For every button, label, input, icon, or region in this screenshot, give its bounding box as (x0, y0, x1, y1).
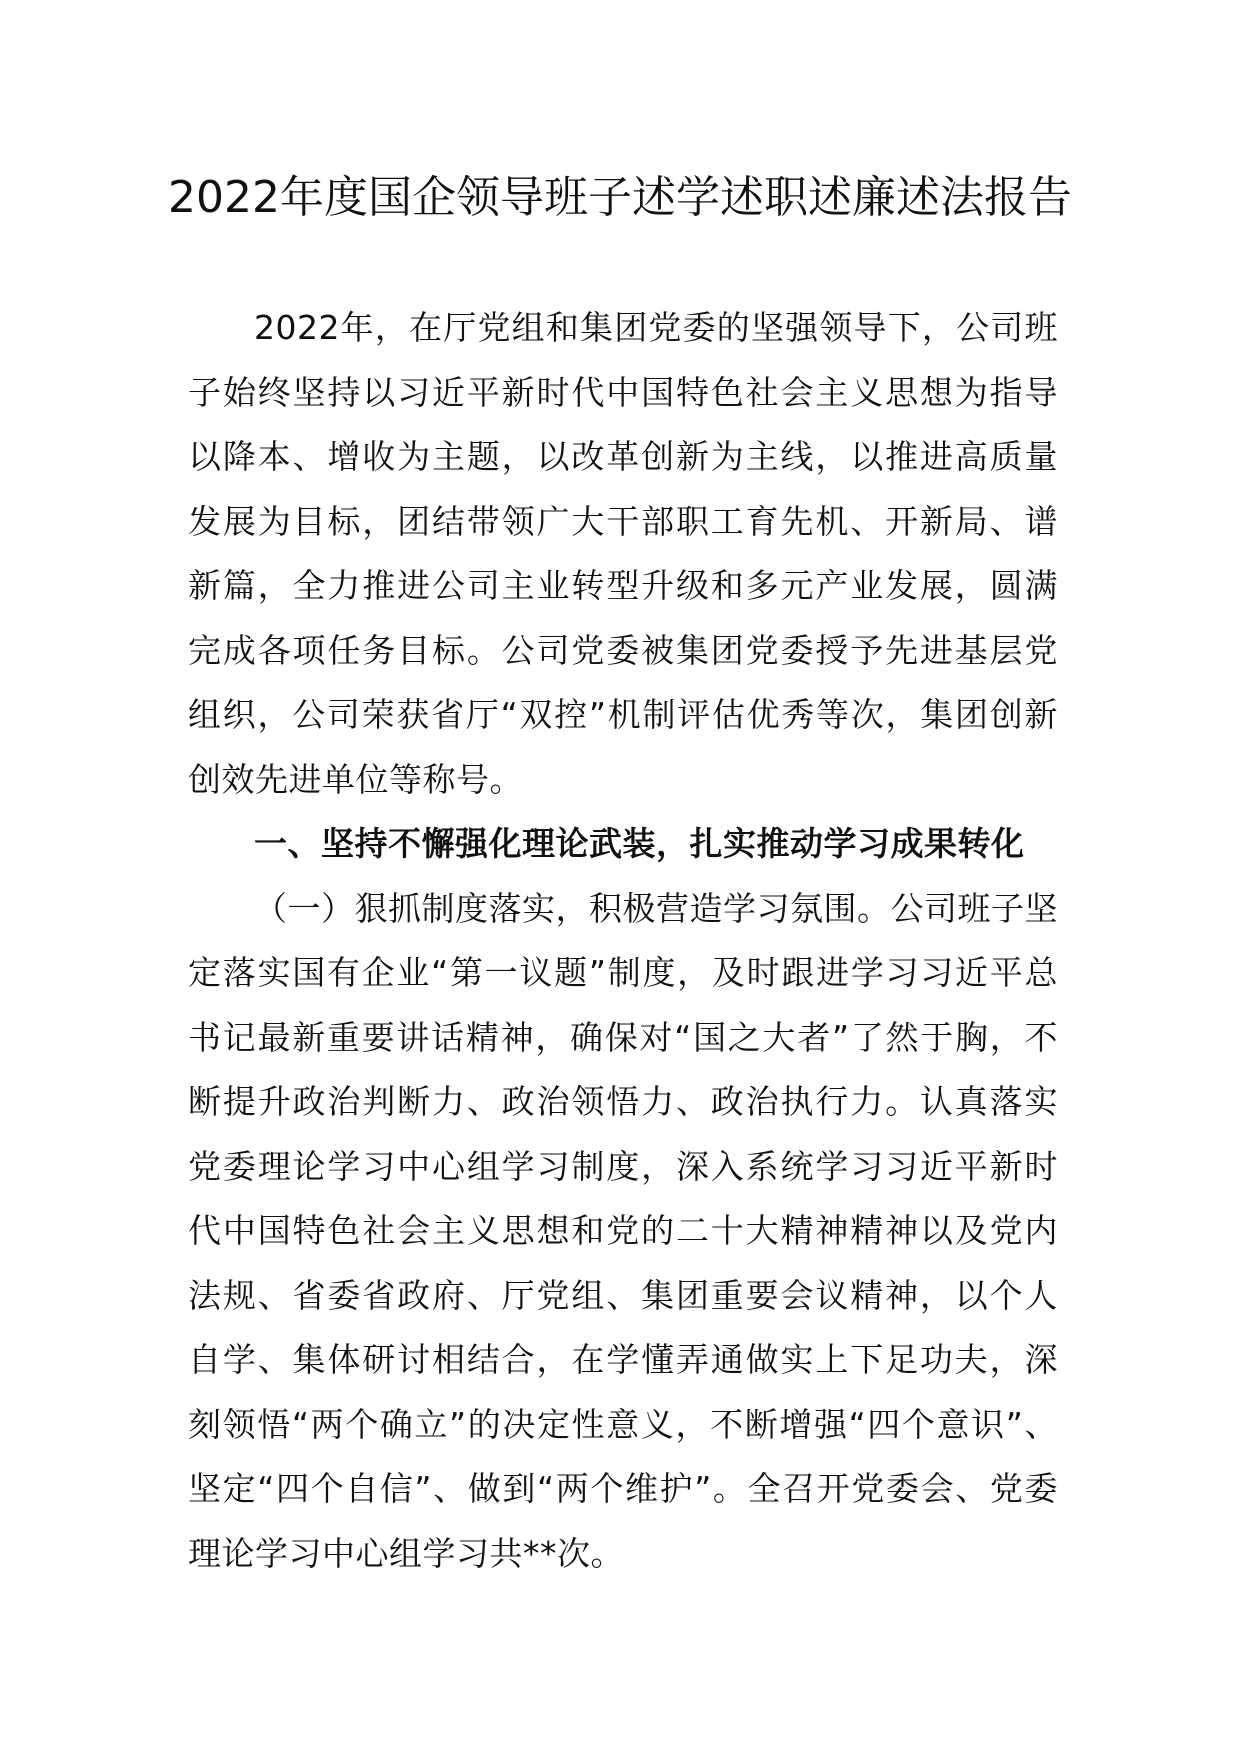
section-heading: 一、坚持不懈强化理论武装，扎实推动学习成果转化 (254, 824, 1025, 863)
intro-paragraph: 2022年，在厅党组和集团党委的坚强领导下，公司班子始终坚持以习近平新时代中国特色社会主义思想为指导以降本、增收为主题，以改革创新为主线，以推进高质量发展为目标，团结带领广大干部职工育先机、开新局、谱新篇，全力推进公司主业转型升级和多元产业发展，圆满完成各项任务目标。公司党委被集团党委授予先进基层党组织，公司荣获省厅“双控”机制评估优秀等次，集团创新创效先进单位等称号。 (188, 308, 1058, 799)
section-paragraph: （一）狠抓制度落实，积极营造学习氛围。公司班子坚定落实国有企业“第一议题”制度，及时跟进学习习近平总书记最新重要讲话精神，确保对“国之大者”了然于胸，不断提升政治判断力、政治领悟力、政治执行力。认真落实党委理论学习中心组学习制度，深入系统学习习近平新时代中国特色社会主义思想和党的二十大精神精神以及党内法规、省委省政府、厅党组、集团重要会议精神，以个人自学、集体研讨相结合，在学懂弄通做实上下足功夫，深刻领悟“两个确立”的决定性意义，不断增强“四个意识”、坚定“四个自信”、做到“两个维护”。全召开党委会、党委理论学习中心组学习共**次。 (188, 888, 1058, 1573)
document-title: 2022年度国企领导班子述学述职述廉述法报告 (168, 172, 1072, 223)
document-body (188, 296, 1058, 1586)
